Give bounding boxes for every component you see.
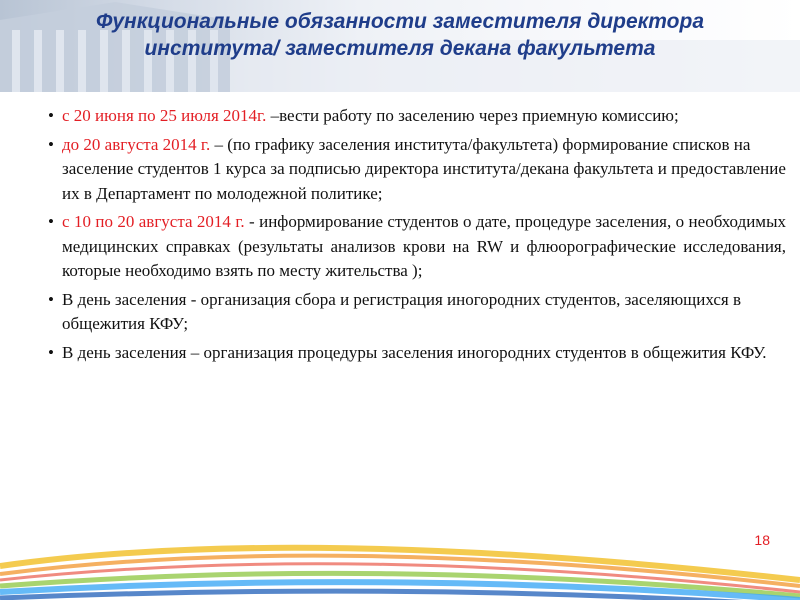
list-item	[48, 104, 786, 129]
list-item	[48, 341, 786, 366]
bullet-icon: •	[48, 134, 54, 154]
bullet-icon: •	[48, 106, 54, 125]
date-highlight: до 20 августа 2014 г.	[62, 134, 211, 154]
item-text: –вести работу по заселению через приемную комиссию;	[266, 106, 679, 125]
list-item	[48, 288, 786, 337]
item-text: В день заселения - организация сбора и регистрация иногородних студентов, заселяющихся в общежития КФУ;	[62, 289, 741, 333]
bullet-icon: •	[48, 212, 54, 231]
bullet-icon: •	[48, 342, 54, 362]
date-highlight: с 20 июня по 25 июля 2014г.	[62, 106, 267, 125]
slide-header	[0, 0, 800, 92]
page-number: 18	[754, 532, 770, 548]
item-text: В день заселения – организация процедуры заселения иногородних студентов в общежития КФУ.	[62, 342, 767, 362]
item-text: – (по графику заселения института/факультета) формирование списков на заселение студентов 1 курса за подписью директора института/декана факультета и предоставление их в Департамент по молодежной политике;	[62, 134, 786, 203]
item-text: - информирование студентов о дате, процедуре заселения, о необходимых медицинских справках (результаты анализов крови на RW и флюорографические исследования, которые необходимо взять по месту жительства );	[62, 212, 786, 280]
page-title: Функциональные обязанности заместителя директора института/ заместителя декана факультета	[95, 10, 705, 60]
bullet-list	[48, 104, 786, 365]
date-highlight: с 10 по 20 августа 2014 г.	[62, 212, 245, 231]
bullet-icon: •	[48, 289, 54, 309]
decorative-swoosh-image	[0, 520, 800, 600]
list-item	[48, 210, 786, 284]
list-item	[48, 133, 786, 207]
